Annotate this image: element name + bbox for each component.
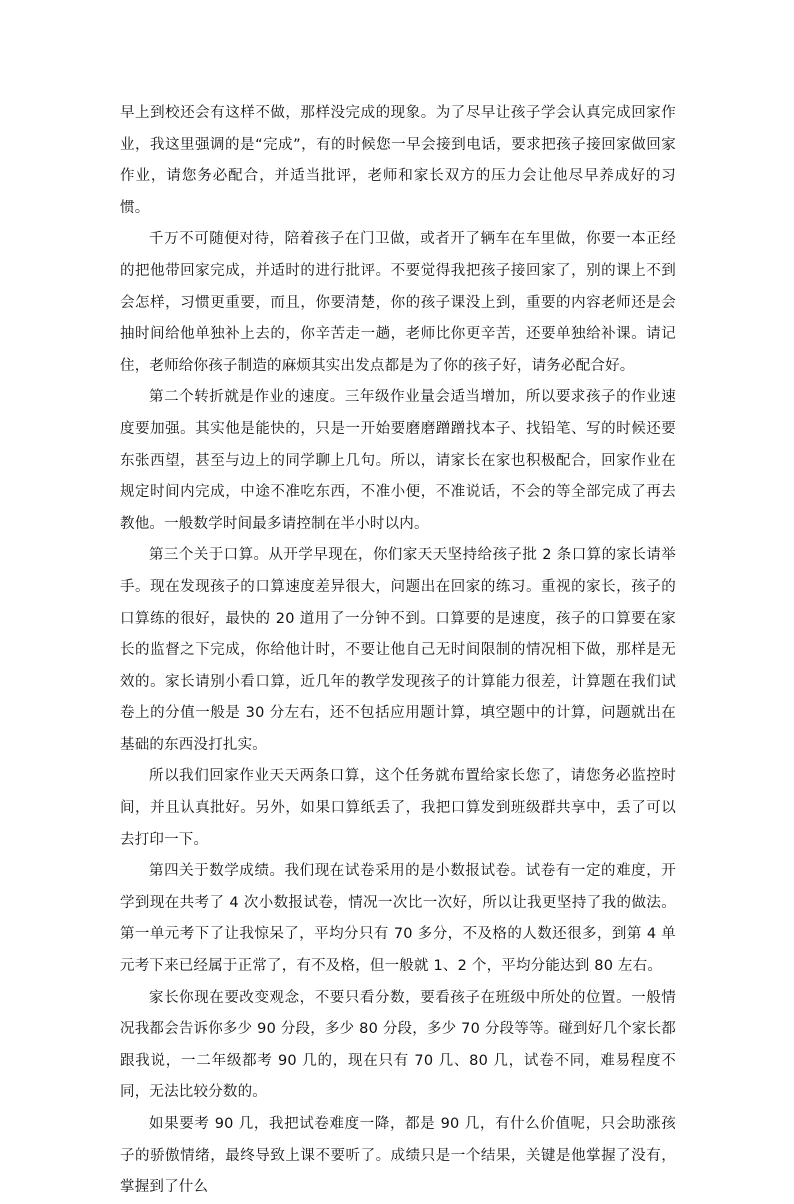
paragraph-2: 千万不可随便对待，陪着孩子在门卫做，或者开了辆车在车里做，你要一本正经的把他带回家完成，并适时的进行批评。不要觉得我把孩子接回家了，别的课上不到会怎样，习惯更重要，而且，你要清楚，你的孩子课没上到，重要的内容老师还是会抽时间给他单独补上去的，你辛苦走一趟，老师比你更辛苦，还要单独给补课。请记住，老师给你孩子制造的麻烦其实出发点都是为了你的孩子好，请务必配合好。 [120, 231, 676, 374]
document-body [120, 98, 676, 1204]
paragraph-3: 第二个转折就是作业的速度。三年级作业量会适当增加，所以要求孩子的作业速度要加强。其实他是能快的，只是一开始要磨磨蹭蹭找本子、找铅笔、写的时候还要东张西望，甚至与边上的同学聊上几句。所以，请家长在家也积极配合，回家作业在规定时间内完成，中途不准吃东西，不准小便，不准说话，不会的等全部完成了再去教他。一般数学时间最多请控制在半小时以内。 [120, 389, 676, 532]
paragraph-8: 如果要考 90 几，我把试卷难度一降，都是 90 几，有什么价值呢，只会助涨孩子的骄傲情绪，最终导致上课不要听了。成绩只是一个结果，关键是他掌握了没有，掌握到了什么 [120, 1116, 676, 1196]
paragraph-5: 所以我们回家作业天天两条口算，这个任务就布置给家长您了，请您务必监控时间，并且认真批好。另外，如果口算纸丢了，我把口算发到班级群共享中，丢了可以去打印一下。 [120, 768, 676, 848]
paragraph-6: 第四关于数学成绩。我们现在试卷采用的是小数报试卷。试卷有一定的难度，开学到现在共考了 4 次小数报试卷，情况一次比一次好，所以让我更坚持了我的做法。第一单元考下了让我惊呆了，平均分只有 70 多分，不及格的人数还很多，到第 4 单元考下来已经属于正常了，有不及格，但一般就 1、2 个，平均分能达到 80 左右。 [120, 863, 676, 975]
paragraph-7: 家长你现在要改变观念，不要只看分数，要看孩子在班级中所处的位置。一般情况我都会告诉你多少 90 分段，多少 80 分段，多少 70 分段等等。碰到好几个家长都跟我说，一二年级都考 90 几的，现在只有 70 几、80 几，试卷不同，难易程度不同，无法比较分数的。 [120, 989, 676, 1101]
paragraph-1: 早上到校还会有这样不做，那样没完成的现象。为了尽早让孩子学会认真完成回家作业，我这里强调的是“完成”，有的时候您一早会接到电话，要求把孩子接回家做回家作业，请您务必配合，并适当批评，老师和家长双方的压力会让他尽早养成好的习惯。 [120, 105, 676, 216]
paragraph-4: 第三个关于口算。从开学早现在，你们家天天坚持给孩子批 2 条口算的家长请举手。现在发现孩子的口算速度差异很大，问题出在回家的练习。重视的家长，孩子的口算练的很好，最快的 20 道用了一分钟不到。口算要的是速度，孩子的口算要在家长的监督之下完成，你给他计时，不要让他自己无时间限制的情况相下做，那样是无效的。家长请别小看口算，近几年的教学发现孩子的计算能力很差，计算题在我们试卷上的分值一般是 30 分左右，还不包括应用题计算，填空题中的计算，问题就出在基础的东西没打扎实。 [120, 547, 676, 753]
